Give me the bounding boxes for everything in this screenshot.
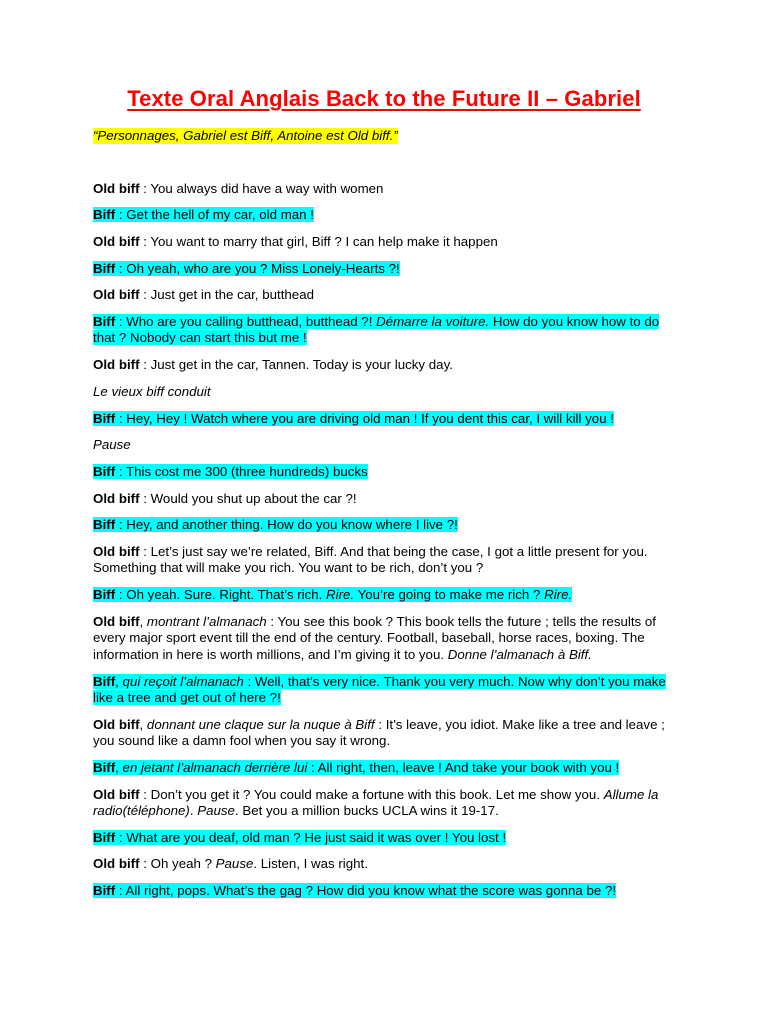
line-text: : Who are you calling butthead, butthead ?! (115, 313, 377, 329)
stage-direction: montrant l’almanach (146, 613, 267, 629)
stage-direction: donnant une claque sur la nuque à Biff (146, 716, 375, 732)
line-text: : Oh yeah, who are you ? Miss Lonely-Hearts ?! (115, 260, 400, 276)
speaker-name: Biff (93, 759, 116, 775)
stage-direction: Le vieux biff conduit (93, 383, 211, 399)
speaker-name: Biff (93, 883, 116, 899)
speaker-name: Old biff (93, 180, 140, 196)
dialogue-line-old-biff (93, 357, 668, 374)
speaker-name: Biff (93, 517, 116, 533)
speaker-name: Biff (93, 313, 116, 329)
line-text: . (189, 803, 198, 819)
dialogue-line-biff (93, 830, 668, 847)
dialogue-line-old-biff (93, 856, 668, 873)
dialogue-line-biff (93, 411, 668, 428)
speaker-name: Old biff (93, 613, 140, 629)
line-text: : Hey, Hey ! Watch where you are driving old man ! If you dent this car, I will kill you ! (115, 410, 614, 426)
dialogue-line-biff (93, 587, 668, 604)
dialogue-line-old-biff (93, 181, 668, 198)
separator: , (139, 613, 147, 629)
line-text: : Oh yeah. Sure. Right. That’s rich. (115, 587, 327, 603)
speaker-name: Old biff (93, 543, 140, 559)
line-text: : Let’s just say we’re related, Biff. And that being the case, I got a little present for you. Something that will make you rich. You want to be rich, don’t you ? (93, 543, 648, 576)
line-text: : This cost me 300 (three hundreds) bucks (115, 463, 368, 479)
speaker-name: Biff (93, 207, 116, 223)
speaker-name: Biff (93, 463, 116, 479)
dialogue-body (93, 181, 668, 900)
line-text: : Oh yeah ? (139, 856, 216, 872)
dialogue-line-old-biff (93, 491, 668, 508)
speaker-name: Biff (93, 587, 116, 603)
speaker-name: Old biff (93, 786, 140, 802)
line-text: : Just get in the car, butthead (139, 287, 314, 303)
separator: , (115, 673, 123, 689)
speaker-name: Old biff (93, 856, 140, 872)
speaker-name: Old biff (93, 357, 140, 373)
line-text: You’re going to make me rich ? (354, 587, 545, 603)
dialogue-line-biff (93, 464, 668, 481)
dialogue-line-biff (93, 517, 668, 534)
stage-direction: Rire. (326, 587, 355, 603)
stage-direction: Rire. (544, 587, 573, 603)
line-text: : Hey, and another thing. How do you know where I live ?! (115, 517, 458, 533)
line-text: . Listen, I was right. (253, 856, 368, 872)
speaker-name: Old biff (93, 716, 140, 732)
dialogue-line-biff (93, 674, 668, 707)
stage-direction: qui reçoit l’almanach (122, 673, 244, 689)
dialogue-line-biff (93, 261, 668, 278)
line-text: : Would you shut up about the car ?! (139, 490, 357, 506)
dialogue-line-biff (93, 207, 668, 224)
stage-direction: Pause (93, 437, 131, 453)
speaker-name: Biff (93, 673, 116, 689)
dialogue-line-biff (93, 314, 668, 347)
dialogue-line-old-biff (93, 717, 668, 750)
characters-note: “Personnages, Gabriel est Biff, Antoine est Old biff.” (93, 128, 398, 143)
stage-direction-line (93, 384, 668, 401)
stage-direction: Pause (215, 856, 254, 872)
stage-direction-line (93, 437, 668, 454)
speaker-name: Biff (93, 410, 116, 426)
dialogue-line-old-biff (93, 287, 668, 304)
line-text: : What are you deaf, old man ? He just said it was over ! You lost ! (115, 829, 507, 845)
separator: , (139, 716, 147, 732)
separator: , (115, 759, 123, 775)
speaker-name: Old biff (93, 287, 140, 303)
dialogue-line-biff (93, 883, 668, 900)
line-text: : You always did have a way with women (139, 180, 384, 196)
stage-direction: Démarre la voiture. (376, 313, 490, 329)
dialogue-line-old-biff (93, 787, 668, 820)
speaker-name: Biff (93, 829, 116, 845)
speaker-name: Biff (93, 260, 116, 276)
line-text: How do you know how to do that ? Nobody can start this but me ! (93, 313, 660, 346)
dialogue-line-biff (93, 760, 668, 777)
line-text: . Bet you a million bucks UCLA wins it 19-17. (234, 803, 499, 819)
line-text: : You see this book ? This book tells the future ; tells the results of every major sport event till the end of the century. Football, baseball, horse races, boxing. The information in here is worth millions, and I’m giving it to you. (93, 613, 656, 662)
stage-direction: Pause (197, 803, 235, 819)
line-text: : Don’t you get it ? You could make a fortune with this book. Let me show you. (139, 786, 604, 802)
dialogue-line-old-biff (93, 614, 668, 664)
dialogue-line-old-biff (93, 544, 668, 577)
speaker-name: Old biff (93, 490, 140, 506)
document-title: Texte Oral Anglais Back to the Future II – Gabriel (127, 86, 641, 111)
line-text: : All right, pops. What’s the gag ? How did you know what the score was gonna be ?! (115, 883, 617, 899)
line-text: : Well, that’s very nice. Thank you very much. Now why don’t you make like a tree and get out of here ?! (93, 673, 666, 705)
line-text: : It’s leave, you idiot. Make like a tree and leave ; you sound like a damn fool when you say it wrong. (93, 716, 665, 749)
line-text: : Just get in the car, Tannen. Today is your lucky day. (139, 357, 453, 373)
speaker-name: Old biff (93, 233, 140, 249)
stage-direction: Allume la radio(téléphone) (93, 786, 659, 819)
line-text: : You want to marry that girl, Biff ? I can help make it happen (139, 233, 498, 249)
stage-direction: en jetant l’almanach derrière lui (122, 759, 308, 775)
line-text: : All right, then, leave ! And take your book with you ! (307, 759, 620, 775)
line-text: : Get the hell of my car, old man ! (115, 207, 314, 223)
stage-direction: Donne l’almanach à Biff. (447, 646, 592, 662)
dialogue-line-old-biff (93, 234, 668, 251)
